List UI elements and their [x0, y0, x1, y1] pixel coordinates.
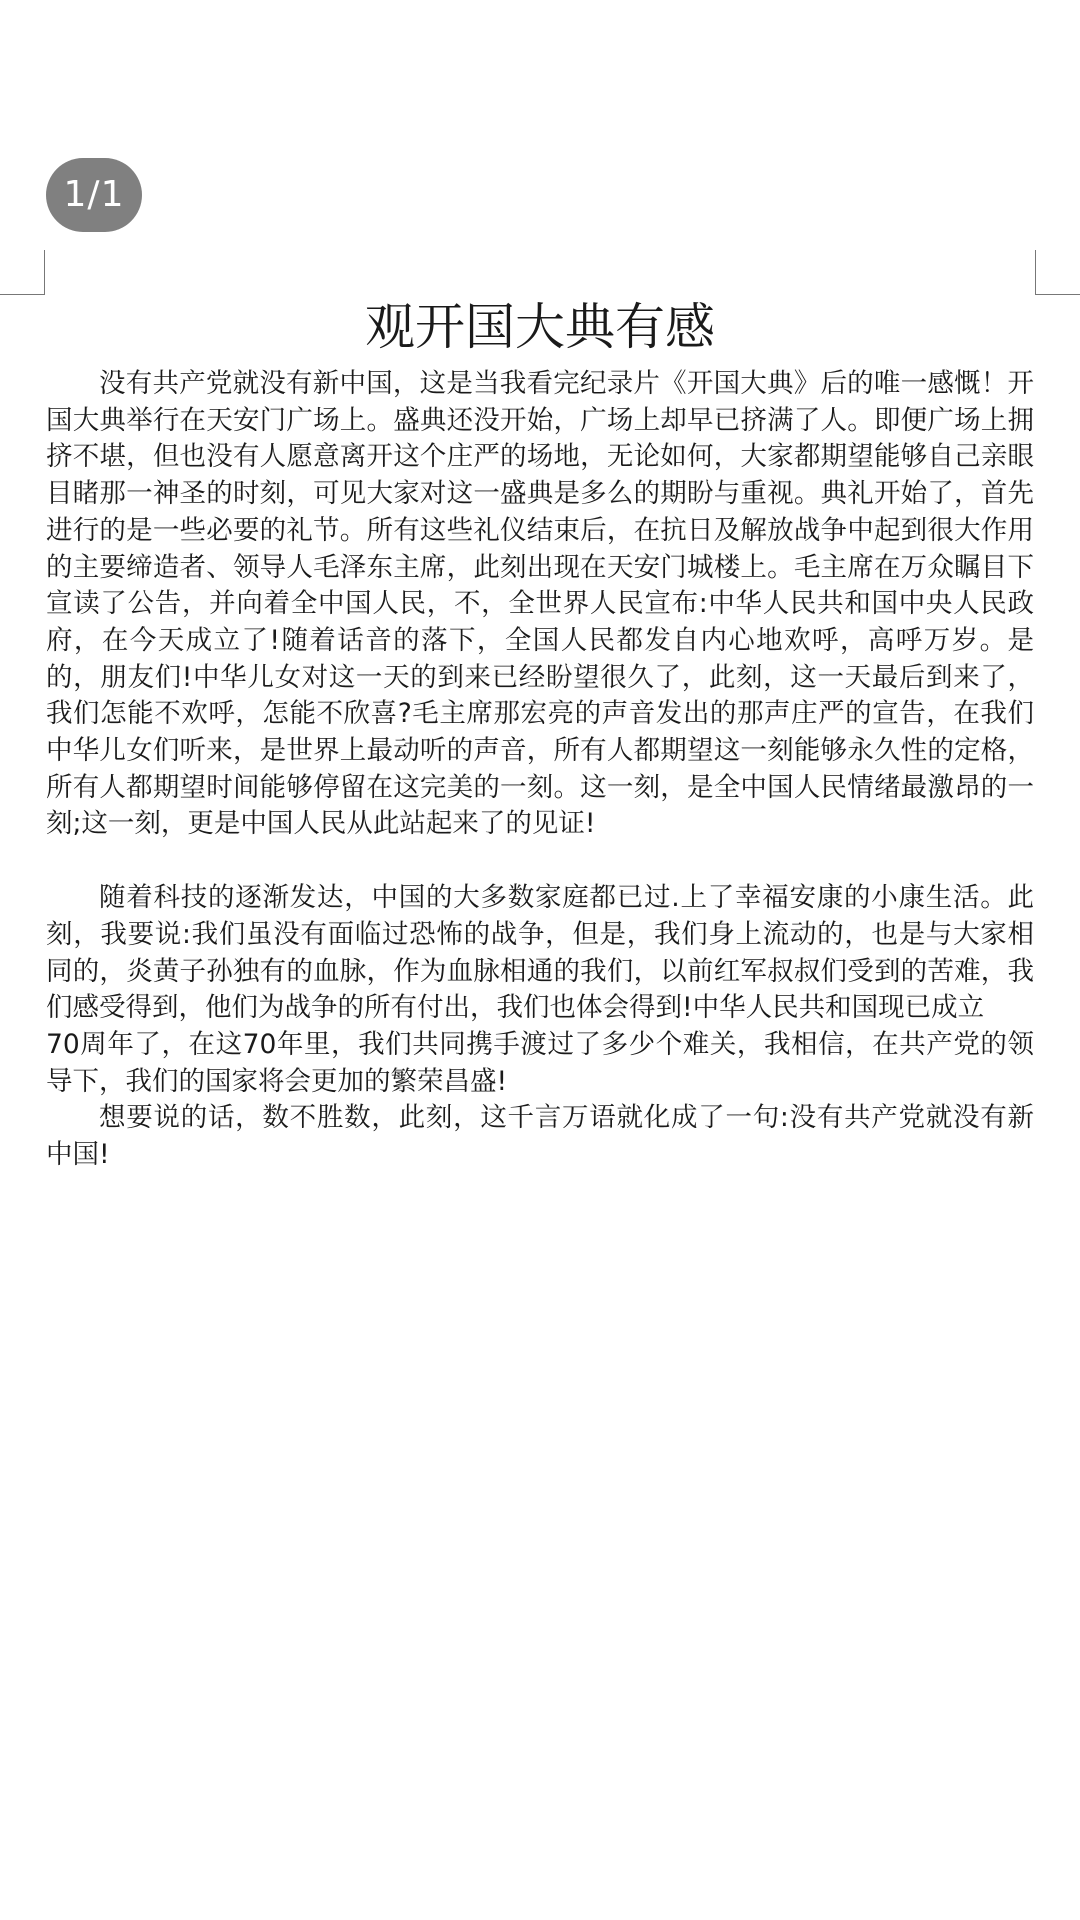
paragraph: 随着科技的逐渐发达，中国的大多数家庭都已过.上了幸福安康的小康生活。此刻，我要说:我们虽没有面临过恐怖的战争，但是，我们身上流动的，也是与大家相同的，炎黄子孙独有的血脉，作为血脉相通的我们，以前红军叔叔们受到的苦难，我们感受得到，他们为战争的所有付出，我们也体会得到!中华人民共和国现已成立 70周年了，在这70年里，我们共同携手渡过了多少个难关，我相信，在共产党的领导下，我们的国家将会更加的繁荣昌盛!	[46, 882, 1034, 1097]
page-indicator: 1/1	[46, 158, 142, 232]
page-corner-mark-left	[0, 250, 45, 295]
paragraph: 没有共产党就没有新中国，这是当我看完纪录片《开国大典》后的唯一感慨！开国大典举行在天安门广场上。盛典还没开始，广场上却早已挤满了人。即便广场上拥挤不堪，但也没有人愿意离开这个庄严的场地，无论如何，大家都期望能够自己亲眼目睹那一神圣的时刻，可见大家对这一盛典是多么的期盼与重视。典礼开始了，首先进行的是一些必要的礼节。所有这些礼仪结束后，在抗日及解放战争中起到很大作用的主要缔造者、领导人毛泽东主席，此刻出现在天安门城楼上。毛主席在万众瞩目下宣读了公告，并向着全中国人民，不，全世界人民宣布:中华人民共和国中央人民政府，在今天成立了!随着话音的落下，全国人民都发自内心地欢呼，高呼万岁。是的，朋友们!中华儿女对这一天的到来已经盼望很久了，此刻，这一天最后到来了，我们怎能不欢呼，怎能不欣喜?毛主席那宏亮的声音发出的那声庄严的宣告，在我们中华儿女们听来，是世界上最动听的声音，所有人都期望这一刻能够永久性的定格，所有人都期望时间能够停留在这完美的一刻。这一刻，是全中国人民情绪最激昂的一刻;这一刻，更是中国人民从此站起来了的见证!	[46, 368, 1034, 840]
document-title: 观开国大典有感	[365, 298, 715, 356]
paragraph: 想要说的话，数不胜数，此刻，这千言万语就化成了一句:没有共产党就没有新中国!	[46, 1102, 1034, 1171]
document-body	[46, 296, 1034, 1174]
page-corner-mark-right	[1035, 250, 1080, 295]
